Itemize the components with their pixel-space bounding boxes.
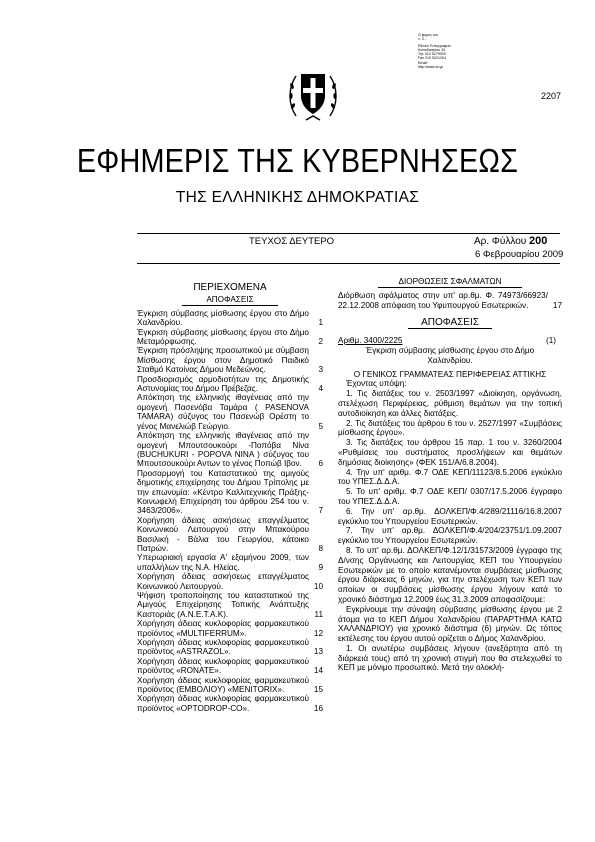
page-number: 2207: [541, 91, 562, 101]
list-item[interactable]: Χορήγηση άδειας κυκλοφορίας φαρμακευτικού προϊόντος «OPTODROP-CO». 16: [137, 694, 323, 713]
gazette-title: ΕΦΗΜΕΡΙΣ ΤΗΣ ΚΥΒΕΡΝΗΣΕΩΣ: [76, 143, 519, 180]
corner-note-line: Ο φόρος του: [418, 33, 439, 37]
decision-paragraph: 1. Οι ανωτέρω συμβάσεις λήγουν (ανεξάρτητα από τη διάρκειά τους) από τη χρονική στιγμή που θα στελεχωθεί το ΚΕΠ με μόνιμο προσωπικό. Μετά την ολοκλή-: [338, 643, 562, 673]
list-item[interactable]: Προσδιορισμός αρμοδιοτήτων της Δημοτικής Αστυνομίας του Δήμου Πρέβεζας. 4: [137, 374, 323, 394]
corner-note-line: Εθνικό Τυπογραφείο: [418, 43, 451, 48]
list-item[interactable]: Απόκτηση της ελληνικής ιθαγένειας από την ομογενή Πασενόβα Ταμάρα ( PASENOVA TAMARA) σύζυγος του Πασενώβ Ορέστη το γένος Μανελιώβ Γεώργιο. 5: [137, 393, 323, 431]
list-item[interactable]: Προσαρμογή του Καταστατικού της αμιγούς δημοτικής επιχείρησης του Δήμου Τρίπολης με την επωνυμία: «Κέντρο Καλλιτεχνικής Πράξης-Κοινωφελή Επιχείρηση του άρθρου 254 του ν. 3463/2006». 7: [137, 468, 323, 516]
decision-ref-row: [338, 336, 562, 346]
issue-date: 6 Φεβρουαρίου 2009: [475, 249, 564, 260]
corrections-heading: ΔΙΟΡΘΩΣΕΙΣ ΣΦΑΛΜΑΤΩΝ: [378, 277, 522, 288]
decision-ref: Αριθμ. 3400/2225: [338, 336, 403, 346]
decision-paragraph: 2. Τις διατάξεις του άρθρου 6 του ν. 2527/1997 «Συμβάσεις μίσθωσης έργου».: [338, 418, 562, 438]
decision-authority: Ο ΓΕΝΙΚΟΣ ΓΡΑΜΜΑΤΕΑΣ ΠΕΡΙΦΕΡΕΙΑΣ ΑΤΤΙΚΗΣ: [353, 369, 547, 379]
corner-note-line: Καποδιστρίου 34: [418, 47, 446, 52]
decision-considering: Έχοντας υπόψη:: [346, 379, 407, 389]
contents-heading: ΠΕΡΙΕΧΟΜΕΝΑ: [193, 282, 267, 293]
list-item[interactable]: Χορήγηση άδειας κυκλοφορίας φαρμακευτικού προϊόντος «RONATE». 14: [137, 656, 323, 676]
list-item[interactable]: Υπερωριακή εργασία Α' εξαμήνου 2009, των υπαλλήλων της Ν.Α. Ηλείας. 9: [137, 553, 323, 572]
divider-top: [137, 233, 560, 234]
list-item[interactable]: Χορήγηση άδειας κυκλοφορίας φαρμακευτικού προϊόντος «MULTIFERRUM». 12: [137, 619, 323, 638]
corner-note-line: http://www.et.gr: [418, 65, 443, 70]
sheet-label: Αρ. Φύλλου: [474, 236, 527, 247]
decision-paragraph: 4. Την υπ' αριθμ. Φ.7 ΟΔΕ ΚΕΠ/11123/8.5.2006 εγκύκλιο του ΥΠΕΣ.Δ.Δ.Α.: [338, 467, 562, 487]
contents-subheading: ΑΠΟΦΑΣΕΙΣ: [182, 295, 278, 305]
list-item[interactable]: Έγκριση σύμβασης μίσθωσης έργου στο Δήμο Χαλανδρίου. 1: [137, 308, 323, 328]
list-item[interactable]: Χορήγηση άδειας κυκλοφορίας φαρμακευτικού προϊόντος «ASTRAZOL». 13: [137, 638, 323, 657]
list-item[interactable]: Χορήγηση άδειας ασκήσεως επαγγέλματος Κοινωνικού Λειτουργού. 10: [137, 572, 323, 591]
contents-list: [137, 309, 323, 713]
corner-note-line: Email:: [418, 60, 428, 65]
decision-paragraph: 5. Το υπ' αριθμ. Φ.7 ΟΔΕ ΚΕΠ/ 0307/17.5.2006 έγγραφο του ΥΠΕΣ.Δ.Δ.Α.: [338, 487, 562, 506]
gazette-subtitle: ΤΗΣ ΕΛΛΗΝΙΚΗΣ ΔΗΜΟΚΡΑΤΙΑΣ: [175, 189, 420, 206]
list-item[interactable]: Έγκριση πρόσληψης προσωπικού με σύμβαση Μίσθωσης έργου στον Δημοτικό Παιδικό Σταθμό Κατοίνας Δήμου Μεδεώνος. 3: [137, 346, 323, 375]
corrections-item[interactable]: Διόρθωση σφάλματος στην υπ' αρ.θμ. Φ. 74973/66923/ 22.12.2008 απόφαση του Υφυπουργού Εσωτερικών. 17: [338, 290, 562, 310]
corner-note-line: Fax 210 5221004: [418, 56, 446, 61]
decisions-column: [338, 277, 562, 673]
coat-of-arms-icon: [288, 66, 338, 124]
corner-note: [418, 33, 478, 69]
issue-label: ΤΕΥΧΟΣ ΔΕΥΤΕΡΟ: [249, 236, 335, 247]
corner-note-line: ν. 3...: [418, 37, 427, 42]
decision-paragraph: 3. Τις διατάξεις του άρθρου 15 παρ. 1 του ν. 3260/2004 «Ρυθμίσεις του συστήματος προσλήψεων και θεμάτων δημόσιας διοίκησης» (ΦΕΚ 151/Α/6.8.2004).: [338, 438, 562, 467]
list-item[interactable]: Χορήγηση άδειας ασκήσεως επαγγέλματος Κοινωνικού Λειτουργού στην Μπακούρου Βασιλική - Βάλια του Γεωργίου, κάτοικο Πατρών. 8: [137, 515, 323, 553]
decisions-heading: ΑΠΟΦΑΣΕΙΣ: [408, 318, 492, 329]
contents-column: [137, 283, 323, 713]
corner-note-line: Τηλ 210 5279000: [418, 52, 446, 57]
sheet-number: 200: [529, 235, 548, 247]
list-item[interactable]: Έγκριση σύμβασης μίσθωσης έργου στο Δήμο Μεταμόρφωσης. 2: [137, 327, 323, 347]
decision-ref-num: (1): [545, 336, 556, 346]
list-item[interactable]: Ψήφιση τροποποίησης του καταστατικού της Αμιγούς Επιχείρησης Τοπικής Ανάπτυξης Καστοριάς (Α.Ν.Ε.Τ.Α.Κ). 11: [137, 591, 323, 619]
divider-mid: [137, 263, 560, 264]
decision-subject: Έγκριση σύμβασης μίσθωσης έργου στο Δήμο Χαλανδρίου.: [365, 345, 535, 365]
list-item[interactable]: Χορήγηση άδειας κυκλοφορίας φαρμακευτικού προϊόντος (EMBOΛIOY) «MENITORIX». 15: [137, 675, 323, 695]
decision-paragraph: 7. Την υπ' αρ.θμ. ΔΟΛΚΕΠ/Φ.4/204/23751/1.09.2007 εγκύκλιο του Υπουργείου Εσωτερικών.: [338, 526, 562, 546]
sheet-number-block: [474, 235, 547, 247]
list-item[interactable]: Απόκτηση της ελληνικής ιθαγένειας από την ομογενή Μπουτσουκούρι -Ποπόβα Νίνα (BUCHUKURI - POPOVA NINA ) σύζυγος του Μπουτσουκούρι Αντων το γένος Ποπώβ Ιβον. 6: [137, 431, 323, 469]
decision-paragraph: Εγκρίνουμε την σύναψη σύμβασης μίσθωσης έργου με 2 άτομα για το ΚΕΠ Δήμου Χαλανδρίου (ΠΑΡΑΡΤΗΜΑ ΚΑΤΩ ΧΑΛΑΝΔΡΙΟΥ) για χρονικό διάστημα (6) μηνών. Ως τόπος εκτέλεσης του έργου αυτού ορίζεται ο Δήμος Χαλανδρίου.: [338, 604, 562, 644]
decision-paragraph: 8. Το υπ' αρ.θμ. ΔΟΛΚΕΠ/Φ.12/1/31573/2009 έγγραφο της Δ/νσης Οργάνωσης και Λειτουργίας ΚΕΠ του Υπουργείου Εσωτερικών με το οποίο κατανέμονται συμβάσεις μίσθωσης έργου διάρκειας 6 μηνών, για την στελέχωση των ΚΕΠ των οποίων οι συμβάσεις μίσθωσης έργου λήγουν κατά το χρονικό διάστημα 12.2009 έως 31.3.2009 αποφασίζουμε:: [338, 545, 562, 604]
decision-paragraph: 1. Τις διατάξεις του ν. 2503/1997 «Διοίκηση, οργάνωση, στελέχωση Περιφέρειας, ρύθμιση θεμάτων για την τοπική αυτοδιοίκηση και άλλες διατάξεις.: [338, 389, 562, 418]
decision-paragraph: 6. Την υπ' αρ.θμ. ΔΟΛΚΕΠ/Φ.4/289/21116/16.8.2007 εγκύκλιο του Υπουργείου Εσωτερικών.: [338, 506, 562, 526]
